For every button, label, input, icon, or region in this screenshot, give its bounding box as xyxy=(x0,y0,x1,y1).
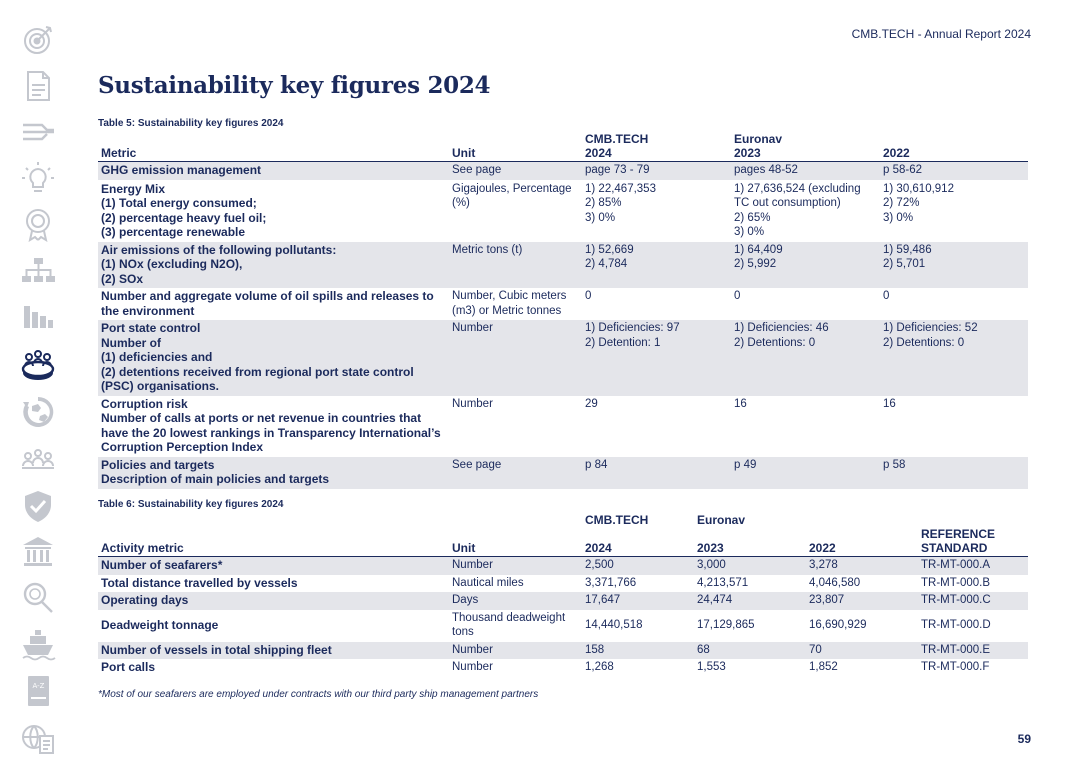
value-2023-cell: 1) 27,636,524 (excluding TC out consumption) 2) 65% 3) 0% xyxy=(734,182,861,238)
reference-standard-cell: TR-MT-000.C xyxy=(918,592,1028,610)
value-2024-cell: 1) 52,669 2) 4,784 xyxy=(582,242,731,289)
value-2022-cell: 1) Deficiencies: 52 2) Detentions: 0 xyxy=(880,320,1028,396)
table-row xyxy=(98,610,1028,642)
table-row xyxy=(98,180,1028,242)
table-row xyxy=(98,320,1028,396)
table-row xyxy=(98,659,1028,677)
value-2022-cell: 1) 30,610,912 2) 72% 3) 0% xyxy=(883,182,954,224)
column-header-metric: Metric xyxy=(98,146,449,162)
shield-check-icon[interactable] xyxy=(20,488,56,524)
table-row xyxy=(98,288,1028,320)
sidebar-nav xyxy=(0,0,78,772)
value-2024-cell: 2,500 xyxy=(582,557,694,575)
sustainability-table-5 xyxy=(98,132,1028,489)
value-2024-cell: 0 xyxy=(585,290,592,302)
page-number: 59 xyxy=(1017,732,1031,746)
value-2023-cell: 1) 64,409 2) 5,992 xyxy=(731,242,880,289)
unit-cell: Number xyxy=(449,642,582,660)
value-2022-cell: 70 xyxy=(806,642,918,660)
metric-cell: Operating days xyxy=(98,592,449,610)
group-header-euronav: Euronav xyxy=(734,132,783,146)
table-row xyxy=(98,592,1028,610)
value-2022-cell: 3,278 xyxy=(806,557,918,575)
value-2023-cell: 17,129,865 xyxy=(697,618,755,631)
metric-cell: Number of seafarers* xyxy=(98,557,449,575)
a-z-book-icon[interactable] xyxy=(20,673,56,709)
column-header-2023: 2023 xyxy=(694,527,806,557)
unit-cell: Number xyxy=(452,397,493,410)
value-2022-cell: 16,690,929 xyxy=(809,618,867,631)
document-icon[interactable] xyxy=(20,68,56,104)
magnifier-icon[interactable] xyxy=(20,580,56,616)
column-header-activity-metric: Activity metric xyxy=(98,527,449,557)
unit-cell: See page xyxy=(449,457,582,489)
unit-cell: Days xyxy=(449,592,582,610)
column-header-2022: 2022 xyxy=(806,527,918,557)
metric-cell: Deadweight tonnage xyxy=(101,617,219,632)
metric-cell: Air emissions of the following pollutants: (1) NOx (excluding N2O), (2) SOx xyxy=(98,242,449,289)
table-row xyxy=(98,162,1028,181)
reference-standard-cell: TR-MT-000.E xyxy=(918,642,1028,660)
unit-cell: See page xyxy=(449,162,582,181)
metric-cell: GHG emission management xyxy=(98,162,449,181)
value-2023-cell: 3,000 xyxy=(694,557,806,575)
table-row xyxy=(98,242,1028,289)
report-header-title: CMB.TECH - Annual Report 2024 xyxy=(851,27,1031,41)
group-header-cmb: CMB.TECH xyxy=(585,513,649,527)
table-row xyxy=(98,396,1028,457)
value-2024-cell: 29 xyxy=(585,397,598,410)
target-icon[interactable] xyxy=(20,22,56,58)
institution-icon[interactable] xyxy=(20,534,56,570)
value-2024-cell: 14,440,518 xyxy=(585,618,643,631)
value-2023-cell: 1,553 xyxy=(697,661,726,673)
metric-cell: Port state control Number of (1) deficiencies and (2) detentions received from regional port state control (PSC) organisations. xyxy=(98,320,449,396)
value-2022-cell: p 58 xyxy=(880,457,1028,489)
table-row xyxy=(98,557,1028,575)
lightbulb-icon[interactable] xyxy=(20,160,56,196)
value-2023-cell: p 49 xyxy=(731,457,880,489)
unit-cell: Metric tons (t) xyxy=(449,242,582,289)
unit-cell: Number xyxy=(449,557,582,575)
value-2024-cell: page 73 - 79 xyxy=(582,162,731,181)
value-2024-cell: 17,647 xyxy=(582,592,694,610)
globe-recycle-icon[interactable] xyxy=(20,394,56,430)
column-header-unit: Unit xyxy=(449,146,582,162)
table-row xyxy=(98,642,1028,660)
value-2022-cell: 4,046,580 xyxy=(809,576,861,589)
page-title: Sustainability key figures 2024 xyxy=(98,72,491,99)
value-2024-cell: 1) 22,467,353 2) 85% 3) 0% xyxy=(585,182,656,224)
value-2023-cell: pages 48-52 xyxy=(731,162,880,181)
bar-chart-icon[interactable] xyxy=(20,298,56,334)
value-2023-cell: 4,213,571 xyxy=(697,576,749,589)
reference-standard-cell: TR-MT-000.D xyxy=(921,618,991,631)
unit-cell: Number xyxy=(449,320,582,396)
group-header-euronav: Euronav xyxy=(697,513,746,527)
svg-text:A-Z: A-Z xyxy=(32,682,45,690)
value-2022-cell: p 58-62 xyxy=(880,162,1028,181)
unit-cell: Number, Cubic meters (m3) or Metric tonnes xyxy=(452,290,567,317)
value-2023-cell: 0 xyxy=(734,290,741,302)
value-2023-cell: 1) Deficiencies: 46 2) Detentions: 0 xyxy=(731,320,880,396)
column-header-reference-standard: REFERENCE STANDARD xyxy=(918,527,1028,557)
group-header-cmb: CMB.TECH xyxy=(585,132,649,146)
community-icon[interactable] xyxy=(20,441,56,477)
value-2023-cell: 16 xyxy=(734,397,747,410)
metric-cell: Total distance travelled by vessels xyxy=(101,575,298,590)
reference-standard-cell: TR-MT-000.B xyxy=(921,576,991,589)
value-2022-cell: 1) 59,486 2) 5,701 xyxy=(880,242,1028,289)
value-2023-cell: 68 xyxy=(694,642,806,660)
column-header-2022: 2022 xyxy=(880,146,1028,162)
value-2022-cell: 1,852 xyxy=(809,661,838,673)
footnote: *Most of our seafarers are employed under contracts with our third party ship management partners xyxy=(98,689,539,700)
value-2022-cell: 23,807 xyxy=(806,592,918,610)
table5-caption: Table 5: Sustainability key figures 2024 xyxy=(98,118,284,129)
value-2022-cell: 0 xyxy=(883,290,890,302)
people-circle-icon[interactable] xyxy=(20,347,56,383)
ship-icon[interactable] xyxy=(20,626,56,662)
value-2024-cell: 1,268 xyxy=(585,661,614,673)
value-2023-cell: 24,474 xyxy=(694,592,806,610)
globe-document-icon[interactable] xyxy=(20,720,56,756)
column-header-unit: Unit xyxy=(449,527,582,557)
unit-cell: Thousand deadweight tons xyxy=(452,611,566,638)
flow-icon[interactable] xyxy=(20,114,56,150)
value-2024-cell: 1) Deficiencies: 97 2) Detention: 1 xyxy=(582,320,731,396)
unit-cell: Gigajoules, Percentage (%) xyxy=(452,182,572,209)
metric-cell: Port calls xyxy=(101,660,156,674)
table-row xyxy=(98,575,1028,593)
value-2024-cell: p 84 xyxy=(582,457,731,489)
metric-cell: Policies and targets Description of main policies and targets xyxy=(98,457,449,489)
unit-cell: Number xyxy=(452,661,493,673)
reference-standard-cell: TR-MT-000.A xyxy=(918,557,1028,575)
reference-standard-cell: TR-MT-000.F xyxy=(921,661,990,673)
value-2022-cell: 16 xyxy=(883,397,896,410)
metric-cell: Corruption risk Number of calls at ports or net revenue in countries that have the 20 lowest rankings in Transparency International’s Corruption Perception Index xyxy=(101,396,441,454)
column-header-2024: 2024 xyxy=(582,527,694,557)
table6-caption: Table 6: Sustainability key figures 2024 xyxy=(98,499,284,510)
metric-cell: Energy Mix (1) Total energy consumed; (2) percentage heavy fuel oil; (3) percentage renewable xyxy=(101,181,267,239)
unit-cell: Nautical miles xyxy=(452,576,524,589)
value-2024-cell: 158 xyxy=(582,642,694,660)
metric-cell: Number and aggregate volume of oil spills and releases to the environment xyxy=(101,289,434,318)
metric-cell: Number of vessels in total shipping fleet xyxy=(98,642,449,660)
value-2024-cell: 3,371,766 xyxy=(585,576,637,589)
column-header-2023: 2023 xyxy=(731,146,880,162)
column-header-2024: 2024 xyxy=(582,146,731,162)
award-icon[interactable] xyxy=(20,206,56,242)
table-row xyxy=(98,457,1028,489)
org-chart-icon[interactable] xyxy=(20,252,56,288)
sustainability-table-6 xyxy=(98,513,1028,677)
